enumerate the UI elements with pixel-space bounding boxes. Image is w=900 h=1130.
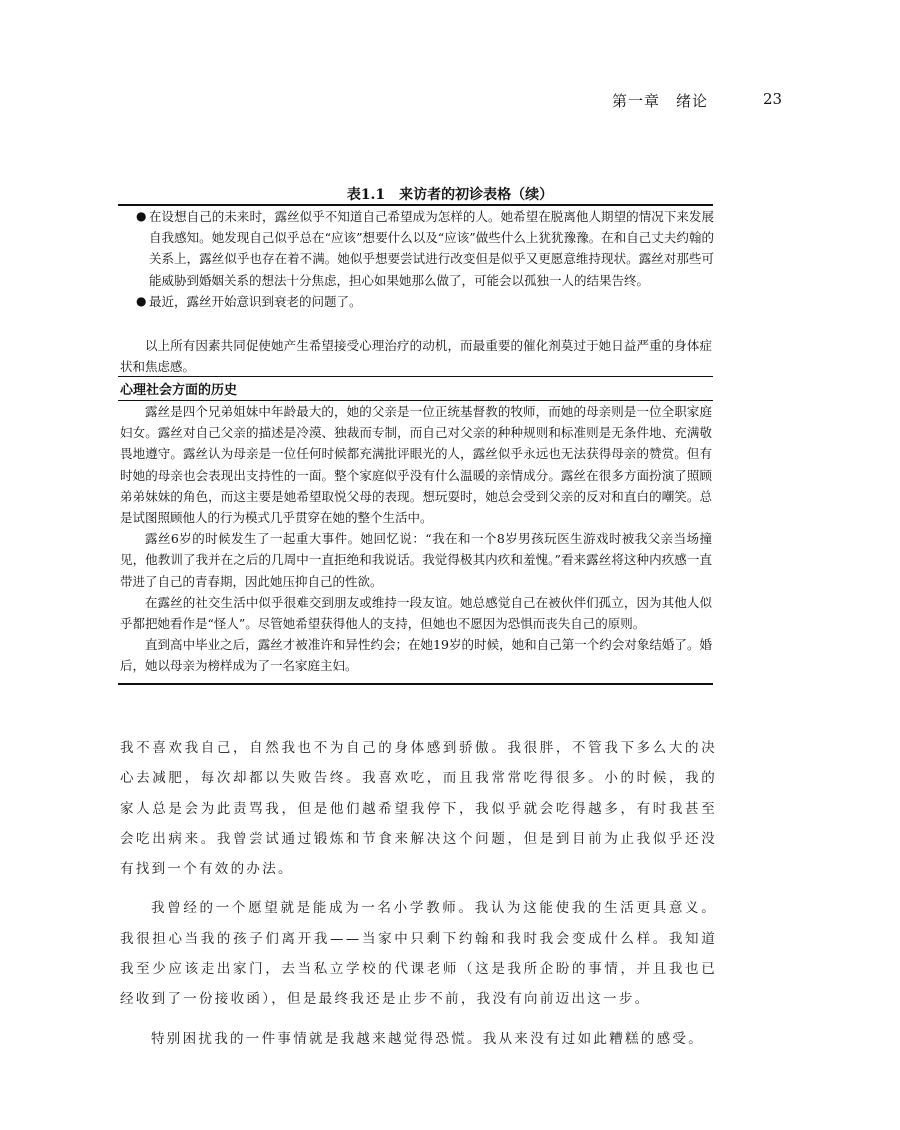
history-paragraph: 直到高中毕业之后，露丝才被准许和异性约会；在她19岁的时候，她和自己第一个约会对象结婚了。婚后，她以母亲为榜样成为了一名家庭主妇。 xyxy=(120,637,712,674)
bullet-item xyxy=(132,206,714,291)
body-paragraph: 我曾经的一个愿望就是能成为一名小学教师。我认为这能使我的生活更具意义。我很担心当我的孩子们离开我——当家中只剩下约翰和我时我会变成什么样。我知道我至少应该走出家门，去当私立学校的代课老师（这是我所企盼的事情，并且我也已经收到了一份接收函），但是最终我还是止步不前，我没有向前迈出这一步。 xyxy=(120,900,717,1008)
bullet-list xyxy=(132,206,714,312)
body-text xyxy=(120,733,717,1054)
bullet-icon: ● xyxy=(136,293,147,308)
body-paragraph: 我不喜欢我自己，自然我也不为自己的身体感到骄傲。我很胖，不管我下多么大的决心去减肥，每次却都以失败告终。我喜欢吃，而且我常常吃得很多。小的时候，我的家人总是会为此责骂我，但是他们越希望我停下，我似乎就会吃得越多，有时我甚至会吃出病来。我曾尝试通过锻炼和节食来解决这个问题，但是到目前为止我似乎还没有找到一个有效的办法。 xyxy=(120,740,717,878)
bullet-text: 在设想自己的未来时，露丝似乎不知道自己希望成为怎样的人。她希望在脱离他人期望的情况下来发展自我感知。她发现自己似乎总在“应该”想要什么以及“应该”做些什么上犹犹豫豫。在和自己丈夫约翰的关系上，露丝似乎也存在着不满。她似乎想要尝试进行改变但是似乎又更愿意维持现状。露丝对那些可能威胁到婚姻关系的想法十分焦虑，担心如果她那么做了，可能会以孤独一人的结果告终。 xyxy=(149,209,714,288)
table-bottom-rule xyxy=(118,683,713,685)
bullet-item xyxy=(132,291,714,312)
chapter-title: 第一章 绪论 xyxy=(612,92,709,110)
summary-paragraph: 以上所有因素共同促使她产生希望接受心理治疗的动机，而最重要的催化剂莫过于她日益严重的身体症状和焦虑感。 xyxy=(120,338,712,375)
table-title: 表1.1 来访者的初诊表格（续） xyxy=(346,187,554,203)
running-header xyxy=(0,90,900,112)
page-number: 23 xyxy=(763,90,783,108)
bullet-icon: ● xyxy=(136,209,147,223)
history-paragraph: 露丝是四个兄弟姐妹中年龄最大的，她的父亲是一位正统基督教的牧师，而她的母亲则是一位全职家庭妇女。露丝对自己父亲的描述是冷漠、独裁而专制，而自己对父亲的种种规则和标准则是无条件地、充满敬畏地遵守。露丝认为母亲是一位任何时候都充满批评眼光的人，露丝似乎永远也无法获得母亲的赞赏。但有时她的母亲也会表现出支持性的一面。整个家庭似乎没有什么温暖的亲情成分。露丝在很多方面扮演了照顾弟弟妹妹的角色，而这主要是她希望取悦父母的表现。想玩耍时，她总会受到父亲的反对和直白的嘲笑。总是试图照顾他人的行为模式几乎贯穿在她的整个生活中。 xyxy=(120,404,712,526)
section-heading: 心理社会方面的历史 xyxy=(120,383,238,398)
history-paragraph: 露丝6岁的时候发生了一起重大事件。她回忆说：“我在和一个8岁男孩玩医生游戏时被我父亲当场撞见，他教训了我并在之后的几周中一直拒绝和我说话。我觉得极其内疚和羞愧。”看来露丝将这种内疚感一直带进了自己的青春期，因此她压抑自己的性欲。 xyxy=(120,531,712,589)
history-block xyxy=(120,401,712,677)
section-divider-top xyxy=(118,376,713,377)
summary-block xyxy=(120,335,712,377)
history-paragraph: 在露丝的社交生活中似乎很难交到朋友或维持一段友谊。她总感觉自己在被伙伴们孤立，因为其他人似乎都把她看作是“怪人”。尽管她希望获得他人的支持，但她也不愿因为恐惧而丧失自己的原则。 xyxy=(120,594,712,632)
body-paragraph: 特别困扰我的一件事情就是我越来越觉得恐慌。我从来没有过如此糟糕的感受。 xyxy=(151,1030,704,1047)
bullet-text: 最近，露丝开始意识到衰老的问题了。 xyxy=(149,293,362,309)
